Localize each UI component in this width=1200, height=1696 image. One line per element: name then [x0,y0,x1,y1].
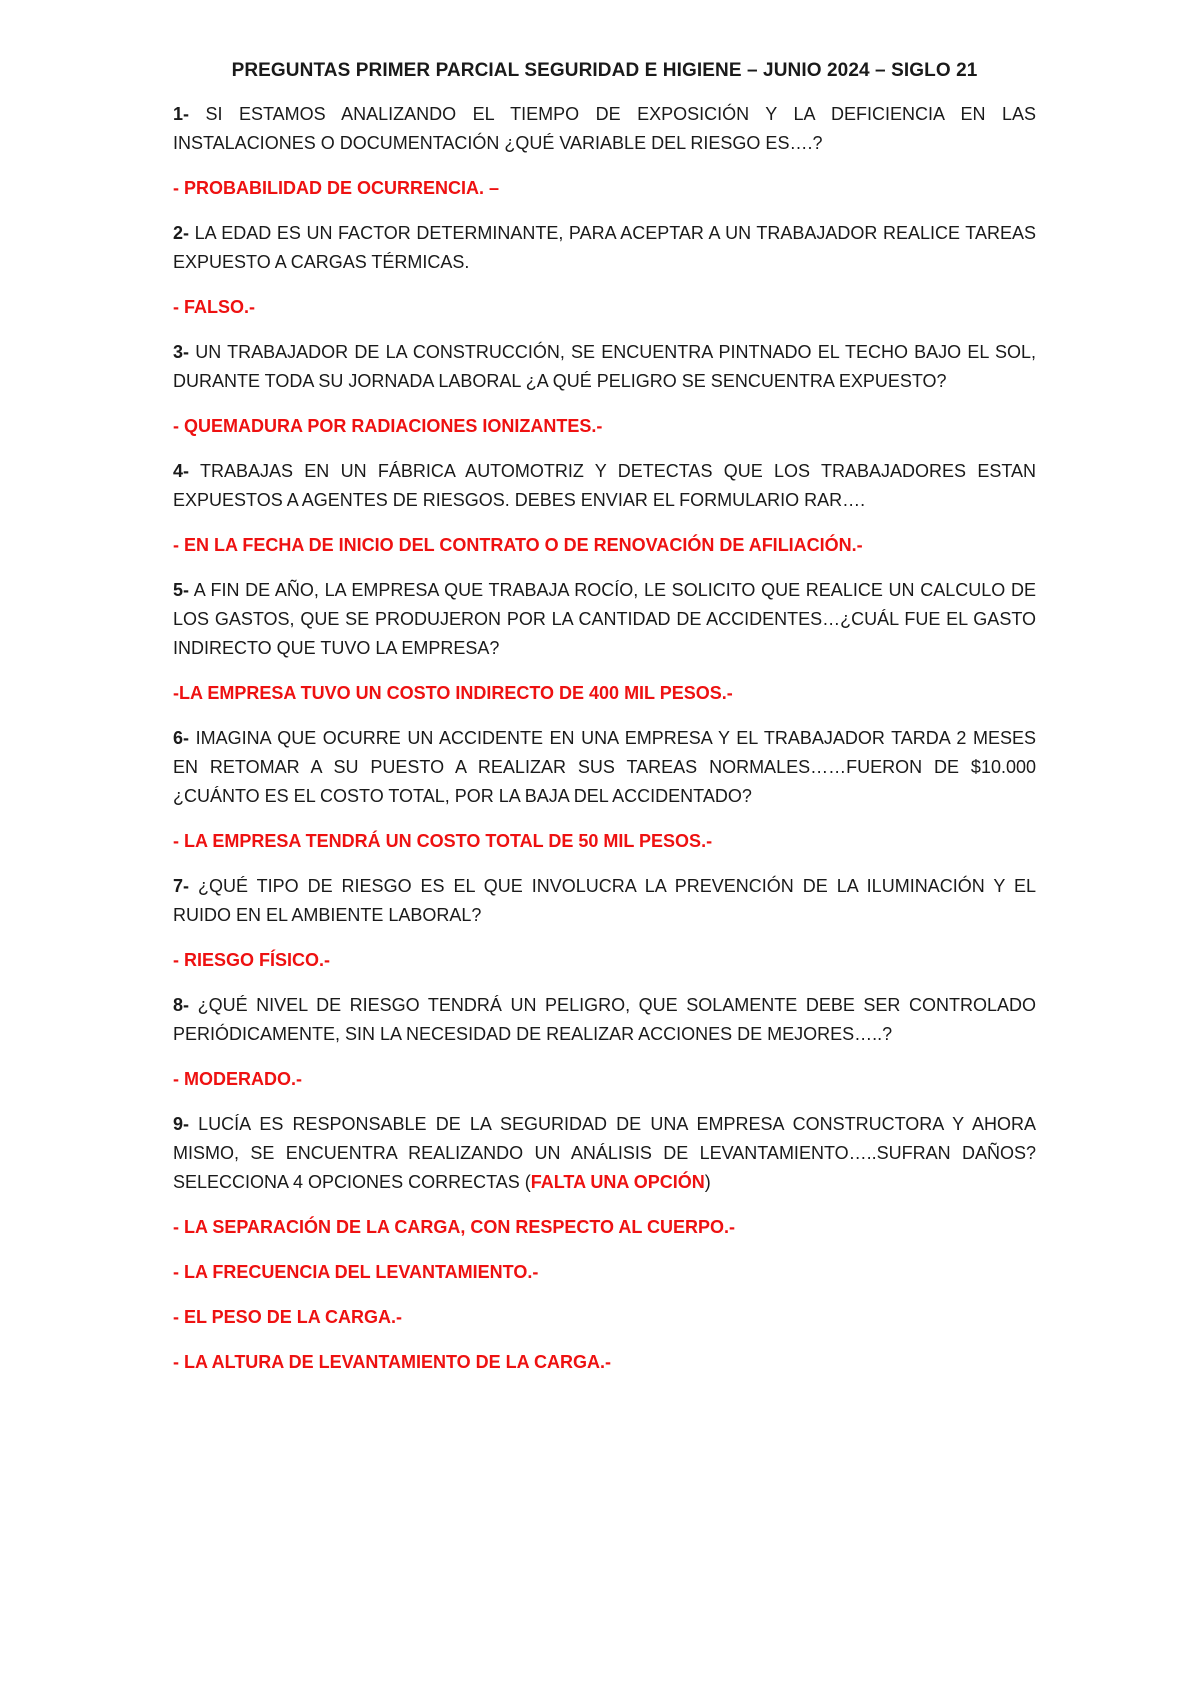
question-text [173,724,1036,811]
question-text [173,457,1036,515]
answer-text: - LA SEPARACIÓN DE LA CARGA, CON RESPECTO AL CUERPO.- [173,1217,736,1237]
question-body: LUCÍA ES RESPONSABLE DE LA SEGURIDAD DE UNA EMPRESA CONSTRUCTORA Y AHORA MISMO, SE ENCUENTRA REALIZANDO UN ANÁLISIS DE LEVANTAMIENTO…..SUFRAN DAÑOS? SELECCIONA 4 OPCIONES CORRECTAS ( [173,1114,1036,1192]
answer-text: - RIESGO FÍSICO.- [173,950,331,970]
answer-text: - LA FRECUENCIA DEL LEVANTAMIENTO.- [173,1262,539,1282]
question-block [173,872,1036,975]
question-text [173,1110,1036,1197]
question-body: ¿QUÉ NIVEL DE RIESGO TENDRÁ UN PELIGRO, QUE SOLAMENTE DEBE SER CONTROLADO PERIÓDICAMENTE, SIN LA NECESIDAD DE REALIZAR ACCIONES DE MEJORES…..? [173,995,1036,1044]
question-text [173,576,1036,663]
question-number: 3- [173,342,190,362]
question-block [173,1110,1036,1377]
answer-text: - QUEMADURA POR RADIACIONES IONIZANTES.- [173,416,603,436]
missing-option-note: FALTA UNA OPCIÓN [530,1172,705,1192]
question-block [173,338,1036,441]
question-block [173,576,1036,708]
question-list [173,100,1036,1377]
question-body: UN TRABAJADOR DE LA CONSTRUCCIÓN, SE ENCUENTRA PINTNADO EL TECHO BAJO EL SOL, DURANTE TODA SU JORNADA LABORAL ¿A QUÉ PELIGRO SE SENCUENTRA EXPUESTO? [173,342,1036,391]
answer-text: - PROBABILIDAD DE OCURRENCIA. – [173,178,500,198]
question-body: SI ESTAMOS ANALIZANDO EL TIEMPO DE EXPOSICIÓN Y LA DEFICIENCIA EN LAS INSTALACIONES O DOCUMENTACIÓN ¿QUÉ VARIABLE DEL RIESGO ES….? [173,104,1036,153]
question-number: 6- [173,728,190,748]
question-number: 8- [173,995,190,1015]
question-text [173,338,1036,396]
answer-text: - EN LA FECHA DE INICIO DEL CONTRATO O DE RENOVACIÓN DE AFILIACIÓN.- [173,535,863,555]
question-block [173,219,1036,322]
question-body-closing: ) [704,1172,711,1192]
question-body: LA EDAD ES UN FACTOR DETERMINANTE, PARA ACEPTAR A UN TRABAJADOR REALICE TAREAS EXPUESTO A CARGAS TÉRMICAS. [173,223,1036,272]
question-number: 2- [173,223,190,243]
question-block [173,100,1036,203]
question-body: A FIN DE AÑO, LA EMPRESA QUE TRABAJA ROCÍO, LE SOLICITO QUE REALICE UN CALCULO DE LOS GASTOS, QUE SE PRODUJERON POR LA CANTIDAD DE ACCIDENTES…¿CUÁL FUE EL GASTO INDIRECTO QUE TUVO LA EMPRESA? [173,580,1036,658]
answer-text: - FALSO.- [173,297,255,317]
question-block [173,457,1036,560]
question-body: ¿QUÉ TIPO DE RIESGO ES EL QUE INVOLUCRA LA PREVENCIÓN DE LA ILUMINACIÓN Y EL RUIDO EN EL AMBIENTE LABORAL? [173,876,1036,925]
question-number: 5- [173,580,190,600]
answer-text: -LA EMPRESA TUVO UN COSTO INDIRECTO DE 400 MIL PESOS.- [173,683,733,703]
question-body: IMAGINA QUE OCURRE UN ACCIDENTE EN UNA EMPRESA Y EL TRABAJADOR TARDA 2 MESES EN RETOMAR A SU PUESTO A REALIZAR SUS TAREAS NORMALES……FUERON DE $10.000 ¿CUÁNTO ES EL COSTO TOTAL, POR LA BAJA DEL ACCIDENTADO? [173,728,1036,806]
question-text [173,219,1036,277]
question-text [173,100,1036,158]
question-text [173,872,1036,930]
question-number: 4- [173,461,190,481]
answer-text: - LA EMPRESA TENDRÁ UN COSTO TOTAL DE 50 MIL PESOS.- [173,831,713,851]
answer-text: - EL PESO DE LA CARGA.- [173,1307,403,1327]
question-number: 1- [173,104,190,124]
answer-text: - LA ALTURA DE LEVANTAMIENTO DE LA CARGA.- [173,1352,611,1372]
question-block [173,724,1036,856]
question-block [173,991,1036,1094]
document-title: PREGUNTAS PRIMER PARCIAL SEGURIDAD E HIGIENE – JUNIO 2024 – SIGLO 21 [231,60,978,81]
question-number: 9- [173,1114,190,1134]
question-number: 7- [173,876,190,896]
question-body: TRABAJAS EN UN FÁBRICA AUTOMOTRIZ Y DETECTAS QUE LOS TRABAJADORES ESTAN EXPUESTOS A AGENTES DE RIESGOS. DEBES ENVIAR EL FORMULARIO RAR…. [173,461,1036,510]
answer-text: - MODERADO.- [173,1069,302,1089]
question-text [173,991,1036,1049]
